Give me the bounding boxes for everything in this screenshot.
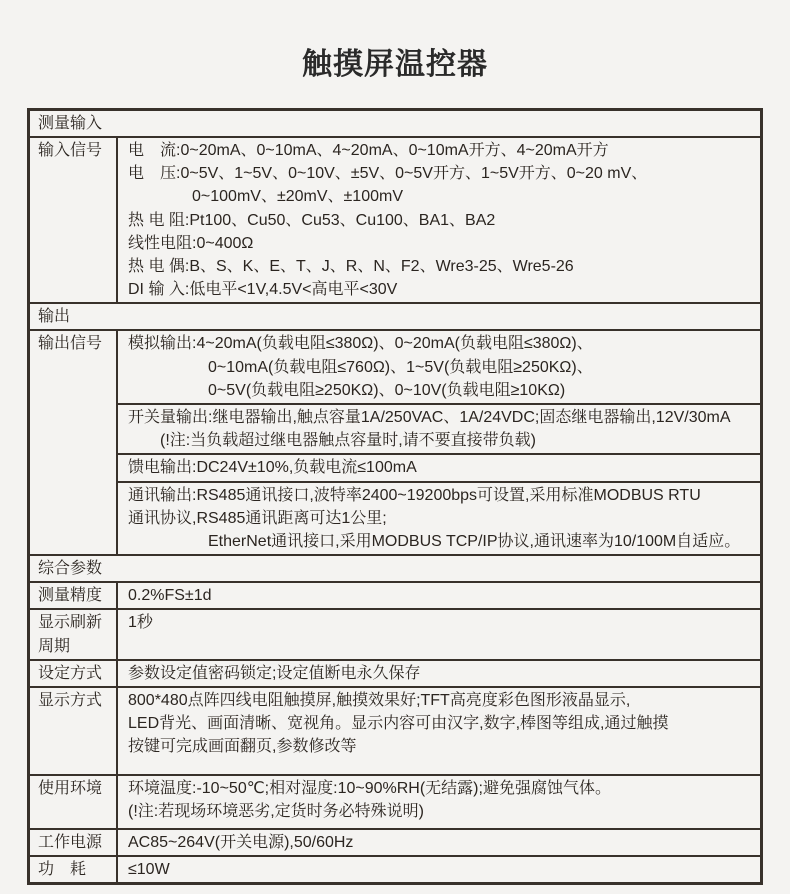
row-content-input-signal — [118, 138, 760, 302]
spec-line-comm-ethernet: EtherNet通讯接口,采用MODBUS TCP/IP协议,通讯速率为10/100M自适应。 — [208, 533, 741, 551]
subrow-analog-output — [118, 331, 760, 403]
spec-table — [27, 108, 763, 885]
spec-line-display-1: 800*480点阵四线电阻触摸屏,触摸效果好;TFT高亮度彩色图形液晶显示, — [128, 692, 631, 710]
row-environment — [30, 774, 760, 828]
subrow-comm-output — [118, 481, 760, 555]
section-header-measure-input: 测量输入 — [38, 115, 103, 132]
spec-line-di-input: DI 输 入:低电平<1V,4.5V<高电平<30V — [128, 281, 398, 299]
row-label-refresh-cycle: 显示刷新周期 — [30, 610, 118, 658]
row-content-setting-method — [118, 661, 760, 686]
spec-line-linear-resistance: 线性电阻:0~400Ω — [128, 234, 254, 252]
spec-line-display-3: 按键可完成画面翻页,参数修改等 — [128, 738, 357, 756]
spec-line-switch-1: 开关量输出:继电器输出,触点容量1A/250VAC、1A/24VDC;固态继电器输出,12V/30mA — [128, 409, 731, 427]
spec-line-analog-2: 0~10mA(负载电阻≤760Ω)、1~5V(负载电阻≥250KΩ)、 — [208, 358, 593, 376]
row-label-input-signal: 输入信号 — [30, 138, 118, 302]
row-content-power-consumption — [118, 857, 760, 882]
spec-line-voltage-cont: 0~100mV、±20mV、±100mV — [192, 188, 403, 206]
spec-line-environment-1: 环境温度:-10~50℃;相对湿度:10~90%RH(无结露);避免强腐蚀气体。 — [128, 780, 611, 798]
spec-line-display-2: LED背光、画面清晰、宽视角。显示内容可由汉字,数字,棒图等组成,通过触摸 — [128, 715, 669, 733]
row-setting-method — [30, 659, 760, 686]
row-label-display-method: 显示方式 — [30, 688, 118, 774]
row-content-power-supply — [118, 830, 760, 855]
row-label-power-consumption: 功 耗 — [30, 857, 118, 882]
page-title: 触摸屏温控器 — [302, 48, 488, 81]
page — [0, 46, 790, 894]
row-label-power-supply: 工作电源 — [30, 830, 118, 855]
spec-line-feed: 馈电输出:DC24V±10%,负载电流≤100mA — [128, 459, 417, 477]
spec-line-environment-note: (!注:若现场环境恶劣,定货时务必特殊说明) — [128, 803, 424, 821]
row-content-refresh-cycle — [118, 610, 760, 658]
spec-line-thermocouple: 热 电 偶:B、S、K、E、T、J、R、N、F2、Wre3-25、Wre5-26 — [128, 258, 574, 276]
row-label-setting-method: 设定方式 — [30, 661, 118, 686]
row-label-environment: 使用环境 — [30, 776, 118, 828]
spec-value-setting-method: 参数设定值密码锁定;设定值断电永久保存 — [128, 664, 421, 682]
row-content-display-method — [118, 688, 760, 774]
row-input-signal — [30, 136, 760, 302]
row-label-accuracy: 测量精度 — [30, 583, 118, 608]
spec-line-comm-1: 通讯输出:RS485通讯接口,波特率2400~19200bps可设置,采用标准MODBUS RTU — [128, 486, 701, 504]
spec-line-voltage: 电 压:0~5V、1~5V、0~10V、±5V、0~5V开方、1~5V开方、0~20 mV、 — [128, 165, 648, 183]
row-display-method — [30, 686, 760, 774]
row-label-output-signal: 输出信号 — [30, 331, 118, 554]
row-content-accuracy — [118, 583, 760, 608]
spec-line-analog-1: 模拟输出:4~20mA(负载电阻≤380Ω)、0~20mA(负载电阻≤380Ω)、 — [128, 335, 593, 353]
row-power-consumption — [30, 855, 760, 882]
spec-line-comm-2: 通讯协议,RS485通讯距离可达1公里; — [128, 509, 387, 527]
spec-line-analog-3: 0~5V(负载电阻≥250KΩ)、0~10V(负载电阻≥10KΩ) — [208, 381, 566, 399]
row-refresh-cycle — [30, 608, 760, 658]
spec-value-power-consumption: ≤10W — [128, 861, 170, 879]
row-accuracy — [30, 581, 760, 608]
spec-line-current: 电 流:0~20mA、0~10mA、4~20mA、0~10mA开方、4~20mA开方 — [128, 142, 609, 159]
spec-value-power-supply: AC85~264V(开关电源),50/60Hz — [128, 834, 354, 852]
spec-line-rtd: 热 电 阻:Pt100、Cu50、Cu53、Cu100、BA1、BA2 — [128, 211, 496, 229]
section-header-output: 输出 — [30, 302, 760, 329]
subrow-feed-output — [118, 453, 760, 480]
spec-line-switch-note: (!注:当负载超过继电器触点容量时,请不要直接带负载) — [160, 432, 536, 450]
row-output-signal — [30, 329, 760, 554]
row-content-environment — [118, 776, 760, 828]
subrow-switch-output — [118, 403, 760, 453]
row-power-supply — [30, 828, 760, 855]
row-content-output-signal — [118, 331, 760, 554]
section-header-general-params: 综合参数 — [30, 554, 760, 581]
spec-value-refresh-cycle: 1秒 — [128, 614, 153, 632]
spec-value-accuracy: 0.2%FS±1d — [128, 587, 212, 605]
